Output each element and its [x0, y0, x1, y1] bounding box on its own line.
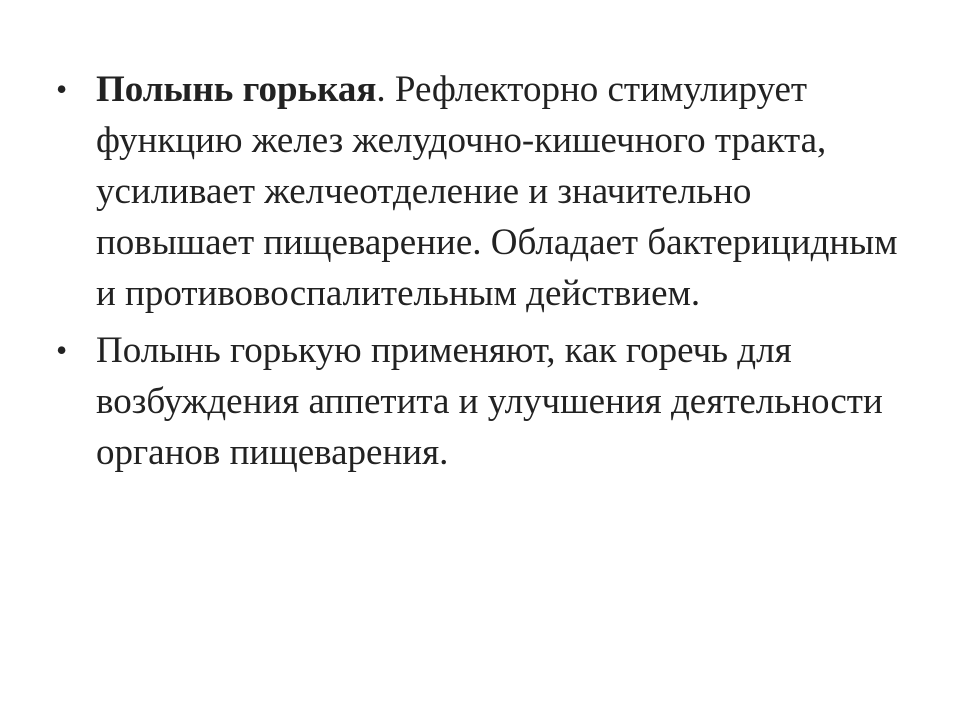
bullet-text: . Рефлекторно стимулирует функцию желез желудочно-кишечного тракта, усиливает желчеотделение и значительно повышает пищеварение. Обладает бактерицидным и противовоспалительным действием. [96, 69, 898, 314]
bullet-list [56, 64, 916, 484]
bullet-icon: • [56, 332, 68, 368]
bullet-item-2 [56, 325, 916, 478]
bullet-icon: • [56, 71, 68, 107]
bullet-item-1 [56, 64, 916, 319]
bullet-bold-term: Полынь горькая [96, 69, 377, 110]
bullet-text: Полынь горькую применяют, как горечь для возбуждения аппетита и улучшения деятельности органов пищеварения. [96, 330, 883, 473]
